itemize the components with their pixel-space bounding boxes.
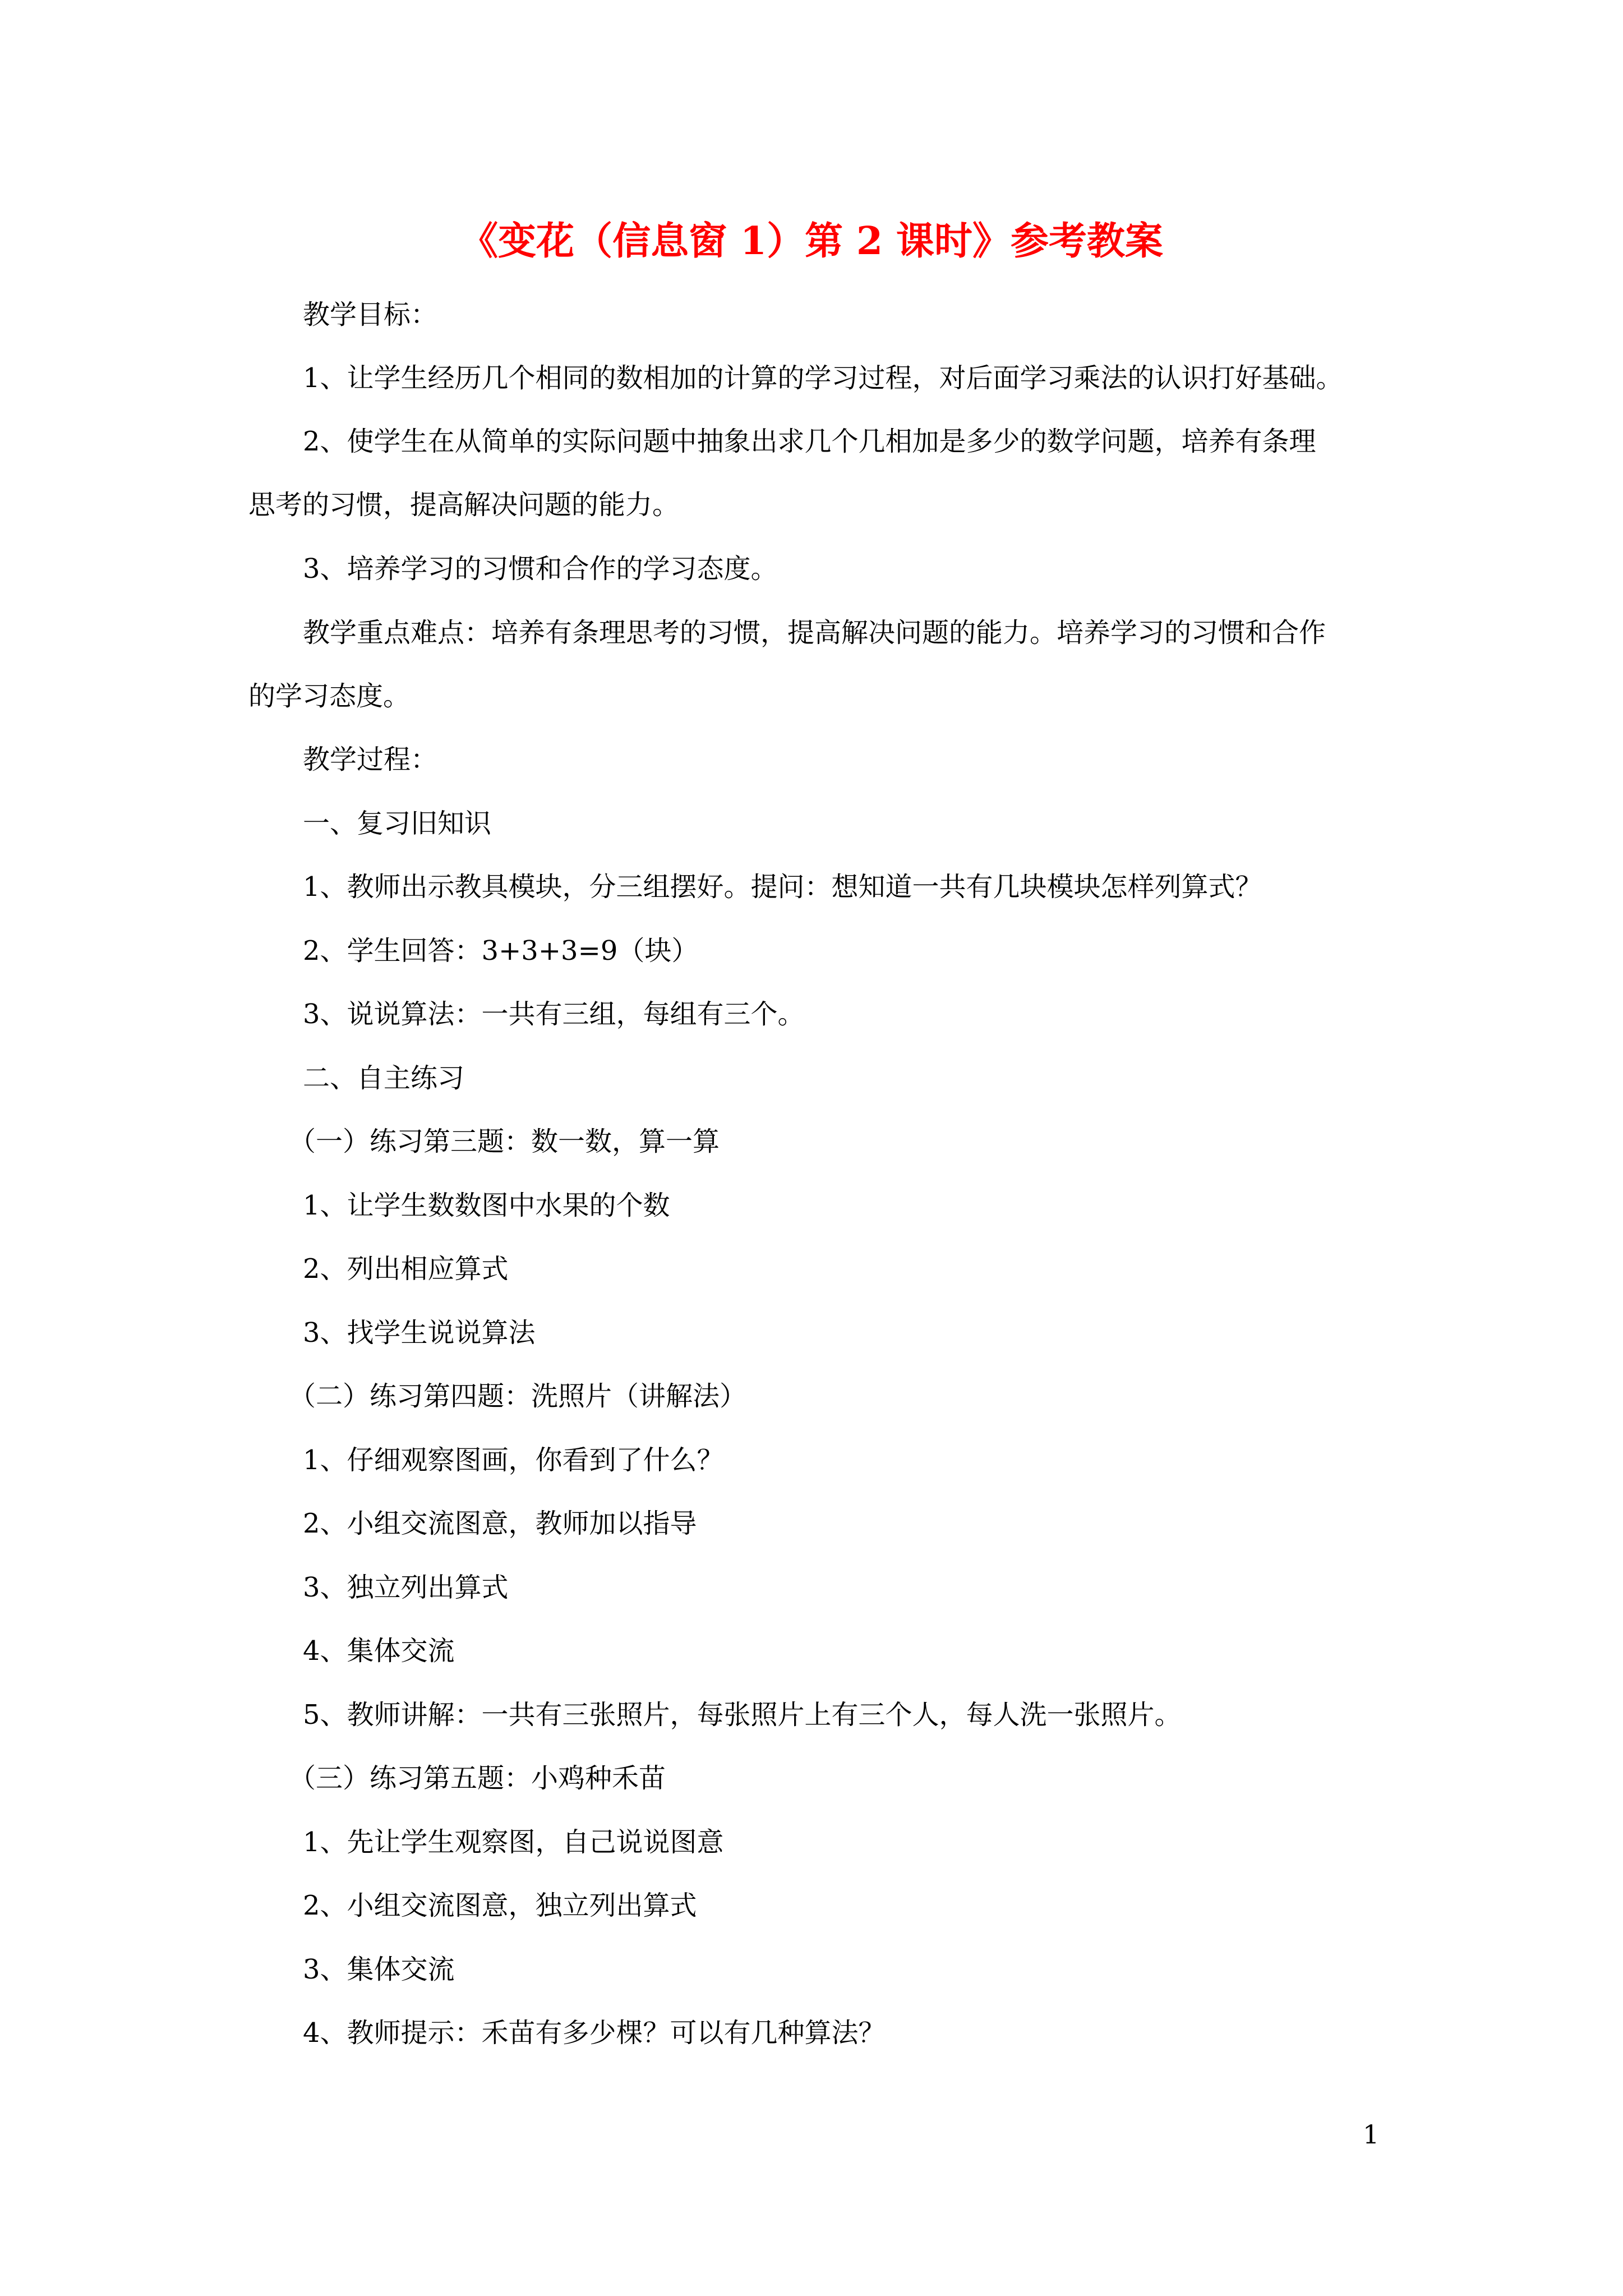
- text-line: 1、让学生经历几个相同的数相加的计算的学习过程，对后面学习乘法的认识打好基础。: [303, 362, 1343, 394]
- text-line: 教学目标：: [303, 299, 438, 330]
- text-line: 1、教师出示教具模块，分三组摆好。提问：想知道一共有几块模块怎样列算式？: [303, 871, 1262, 903]
- text-line: 2、学生回答：3+3+3=9（块）: [303, 935, 699, 967]
- text-line: 2、使学生在从简单的实际问题中抽象出求几个几相加是多少的数学问题，培养有条理: [303, 426, 1316, 457]
- text-line: 1、先让学生观察图，自己说说图意: [303, 1826, 724, 1858]
- text-line: 2、小组交流图意，独立列出算式: [303, 1890, 697, 1921]
- text-line: （一）练习第三题：数一数，算一算: [289, 1126, 720, 1157]
- text-line: 教学重点难点：培养有条理思考的习惯，提高解决问题的能力。培养学习的习惯和合作: [303, 617, 1326, 648]
- text-line: （三）练习第五题：小鸡种禾苗: [289, 1763, 666, 1794]
- text-line: 教学过程：: [303, 744, 438, 775]
- page-number: 1: [1363, 2119, 1380, 2150]
- text-line: 3、集体交流: [303, 1954, 455, 1985]
- text-line: 3、找学生说说算法: [303, 1317, 536, 1349]
- text-line: 4、集体交流: [303, 1635, 455, 1667]
- text-line: 5、教师讲解：一共有三张照片，每张照片上有三个人，每人洗一张照片。: [303, 1699, 1182, 1731]
- text-line: 3、独立列出算式: [303, 1572, 509, 1603]
- document-title: 《变花（信息窗 1）第 2 课时》参考教案: [460, 219, 1163, 264]
- text-line: （二）练习第四题：洗照片（讲解法）: [289, 1381, 747, 1412]
- text-line: 二、自主练习: [303, 1062, 465, 1094]
- text-line: 3、说说算法：一共有三组，每组有三个。: [303, 999, 805, 1030]
- text-line: 1、让学生数数图中水果的个数: [303, 1190, 670, 1221]
- text-line: 4、教师提示：禾苗有多少棵？可以有几种算法？: [303, 2017, 886, 2049]
- text-line: 3、培养学习的习惯和合作的学习态度。: [303, 553, 778, 585]
- text-line: 一、复习旧知识: [303, 808, 492, 839]
- text-line: 1、仔细观察图画，你看到了什么？: [303, 1444, 724, 1476]
- text-line: 2、列出相应算式: [303, 1253, 509, 1285]
- text-line: 2、小组交流图意，教师加以指导: [303, 1508, 697, 1539]
- text-line: 思考的习惯，提高解决问题的能力。: [248, 489, 680, 521]
- text-line: 的学习态度。: [248, 680, 411, 712]
